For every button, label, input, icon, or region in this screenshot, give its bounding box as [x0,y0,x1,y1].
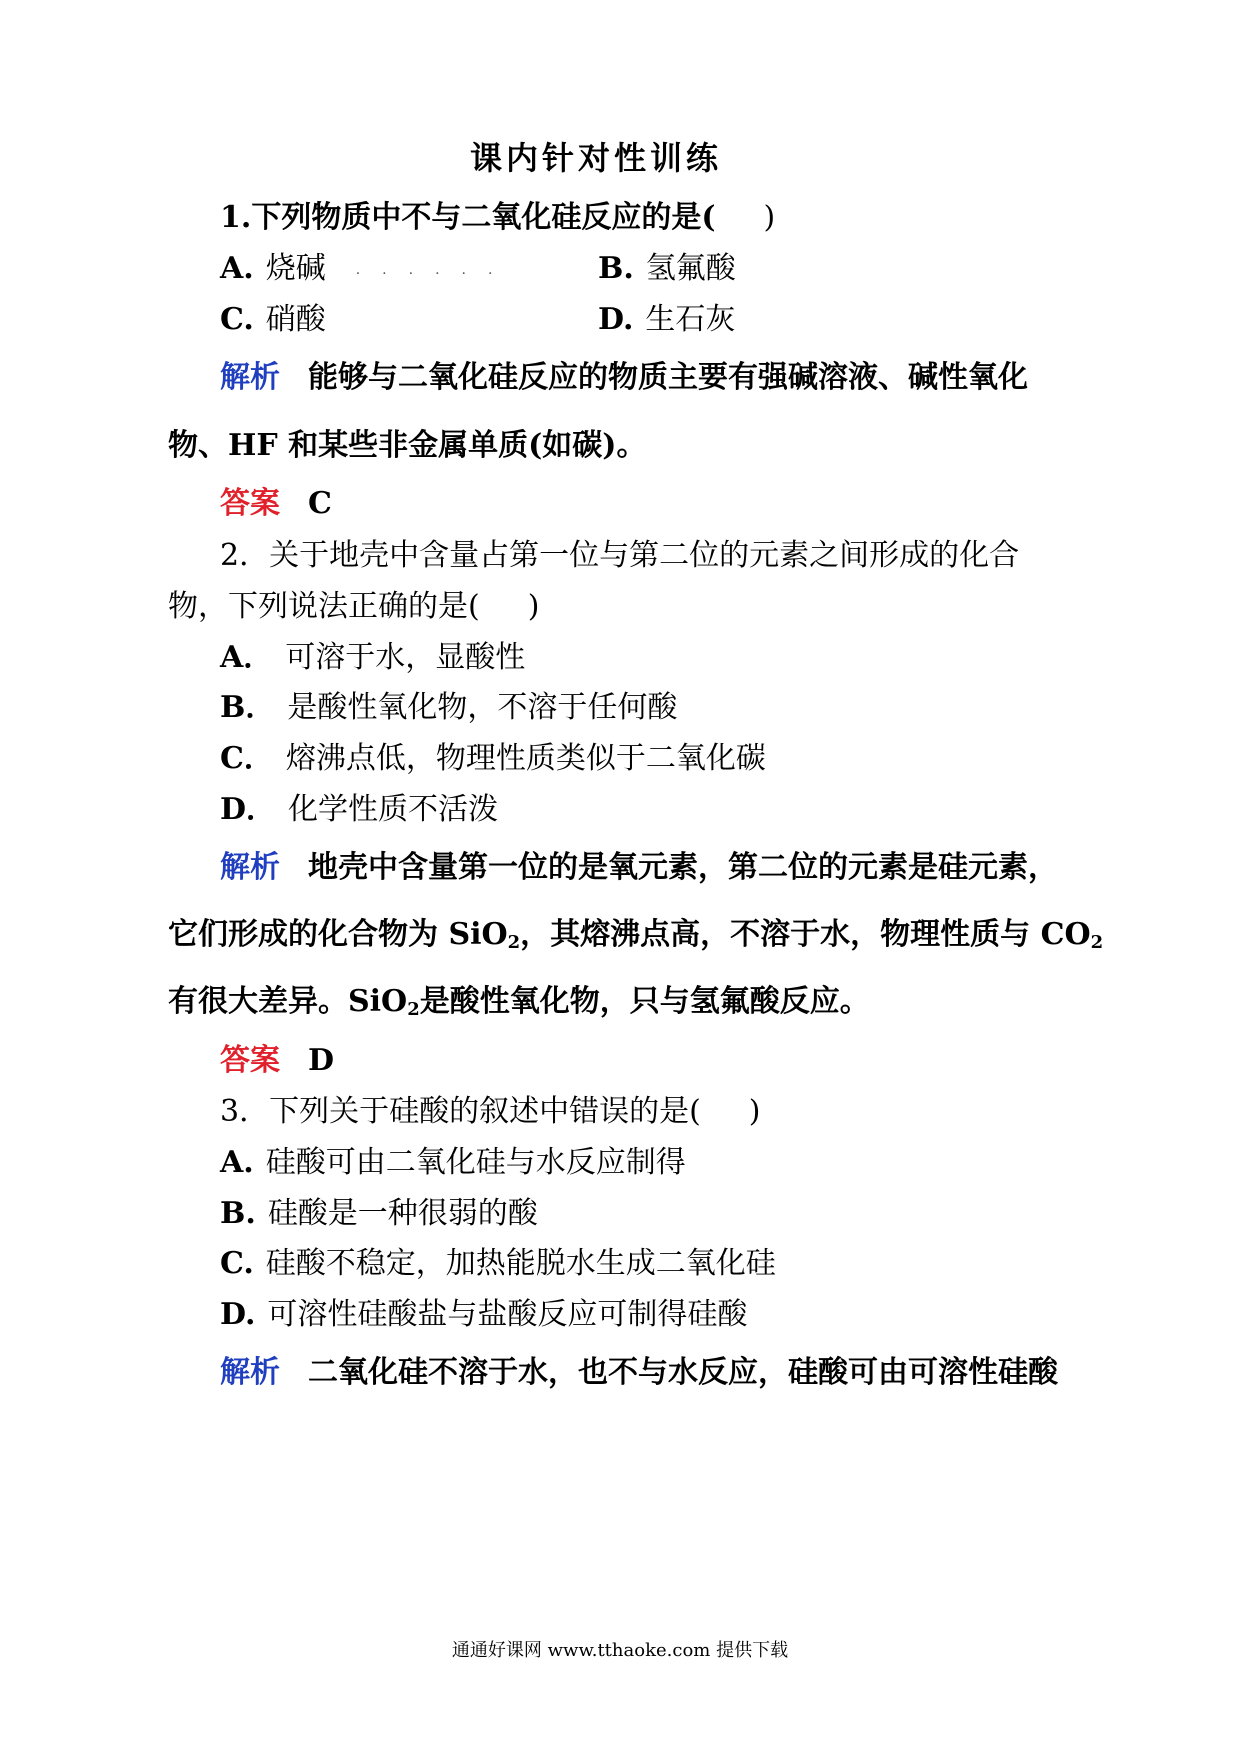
q2-option-a-key: A． [220,640,274,675]
q2-option-c-key: C． [220,741,274,776]
q3-option-a-key: A. [220,1145,254,1180]
q1-option-c-text: 硝酸 [265,302,326,337]
q1-option-a-text: 烧碱 [265,251,326,286]
q3-stem-close: ) [748,1094,761,1129]
q3-option-a-text: 硅酸可由二氧化硅与水反应制得 [265,1145,686,1180]
q2-option-d-text: 化学性质不活泼 [288,792,499,827]
q3-option-d-key: D. [220,1297,256,1332]
q2-option-b [220,690,677,726]
q2-option-a-text: 可溶于水，显酸性 [285,640,526,675]
q2-analysis-line2-a: 它们形成的化合物为 SiO [168,917,508,952]
q2-analysis-line2 [168,917,1103,953]
q3-option-c-key: C. [220,1246,254,1281]
q3-option-c [220,1246,776,1282]
q1-analysis-line1: 能够与二氧化硅反应的物质主要有强碱溶液、碱性氧化 [308,360,1028,395]
q1-option-d [598,302,735,338]
q2-analysis-line3 [168,984,870,1020]
q2-option-d-key: D． [220,792,277,827]
q3-stem [220,1094,761,1130]
q1-option-b-text: 氢氟酸 [645,251,736,286]
q2-option-b-text: 是酸性氧化物，不溶于任何酸 [287,690,678,725]
q1-stem-text: 1.下列物质中不与二氧化硅反应的是( [220,200,716,235]
q1-answer-label: 答案 [220,486,280,521]
q1-option-d-text: 生石灰 [645,302,736,337]
dotted-leader: ...... [355,262,515,278]
q2-analysis-line2-b: ，其熔沸点高，不溶于水，物理性质与 CO [520,917,1091,952]
q2-answer [220,1043,334,1079]
q1-option-b [598,251,736,287]
q3-option-d [220,1297,747,1333]
q1-option-a [220,251,514,288]
q1-analysis-line2: 物、HF 和某些非金属单质(如碳)。 [168,428,647,463]
q3-option-b-text: 硅酸是一种很弱的酸 [267,1196,538,1231]
q1-answer-value: C [308,486,332,521]
q1-stem [220,200,775,236]
q1-option-c [220,302,326,338]
q1-answer [220,486,332,522]
q2-analysis [220,850,1058,886]
q3-option-a [220,1145,686,1181]
q1-option-c-key: C. [220,302,254,337]
page-footer: 通通好课网 www.tthaoke.com 提供下载 [451,1640,789,1661]
q2-stem-line2 [168,589,539,625]
q2-answer-label: 答案 [220,1043,280,1078]
q3-option-b [220,1196,538,1232]
q2-option-a [220,640,525,676]
q1-option-b-key: B. [598,251,634,286]
q2-analysis-line1: 地壳中含量第一位的是氧元素，第二位的元素是硅元素， [308,850,1058,885]
page-title: 课内针对性训练 [470,139,723,177]
q2-option-d [220,792,498,828]
q1-analysis-label: 解析 [220,360,280,395]
q2-analysis-line3-b: 是酸性氧化物，只与氢氟酸反应。 [419,984,870,1019]
q2-stem-close: ) [527,589,540,624]
q2-option-c-text: 熔沸点低，物理性质类似于二氧化碳 [285,741,766,776]
q2-stem-line1: 2．关于地壳中含量占第一位与第二位的元素之间形成的化合 [220,538,1020,573]
q3-analysis-line1: 二氧化硅不溶于水，也不与水反应，硅酸可由可溶性硅酸 [308,1355,1058,1390]
q3-analysis [220,1355,1058,1391]
q3-stem-text: 3．下列关于硅酸的叙述中错误的是( [220,1094,701,1129]
q2-option-b-key: B． [220,690,276,725]
q3-option-c-text: 硅酸不稳定，加热能脱水生成二氧化硅 [265,1246,776,1281]
q1-analysis [220,360,1028,396]
q2-option-c [220,741,766,777]
subscript: 2 [407,999,420,1020]
q3-option-b-key: B. [220,1196,256,1231]
q2-analysis-label: 解析 [220,850,280,885]
subscript: 2 [507,932,521,953]
q2-analysis-line3-a: 有很大差异。SiO [168,984,408,1019]
q1-option-d-key: D. [598,302,634,337]
q2-stem-line2-text: 物，下列说法正确的是( [168,589,480,624]
q2-answer-value: D [308,1043,335,1078]
q3-option-d-text: 可溶性硅酸盐与盐酸反应可制得硅酸 [267,1297,748,1332]
q3-analysis-label: 解析 [220,1355,280,1390]
q1-stem-close: ) [763,200,776,235]
q1-option-a-key: A. [220,251,254,286]
subscript: 2 [1090,932,1104,953]
